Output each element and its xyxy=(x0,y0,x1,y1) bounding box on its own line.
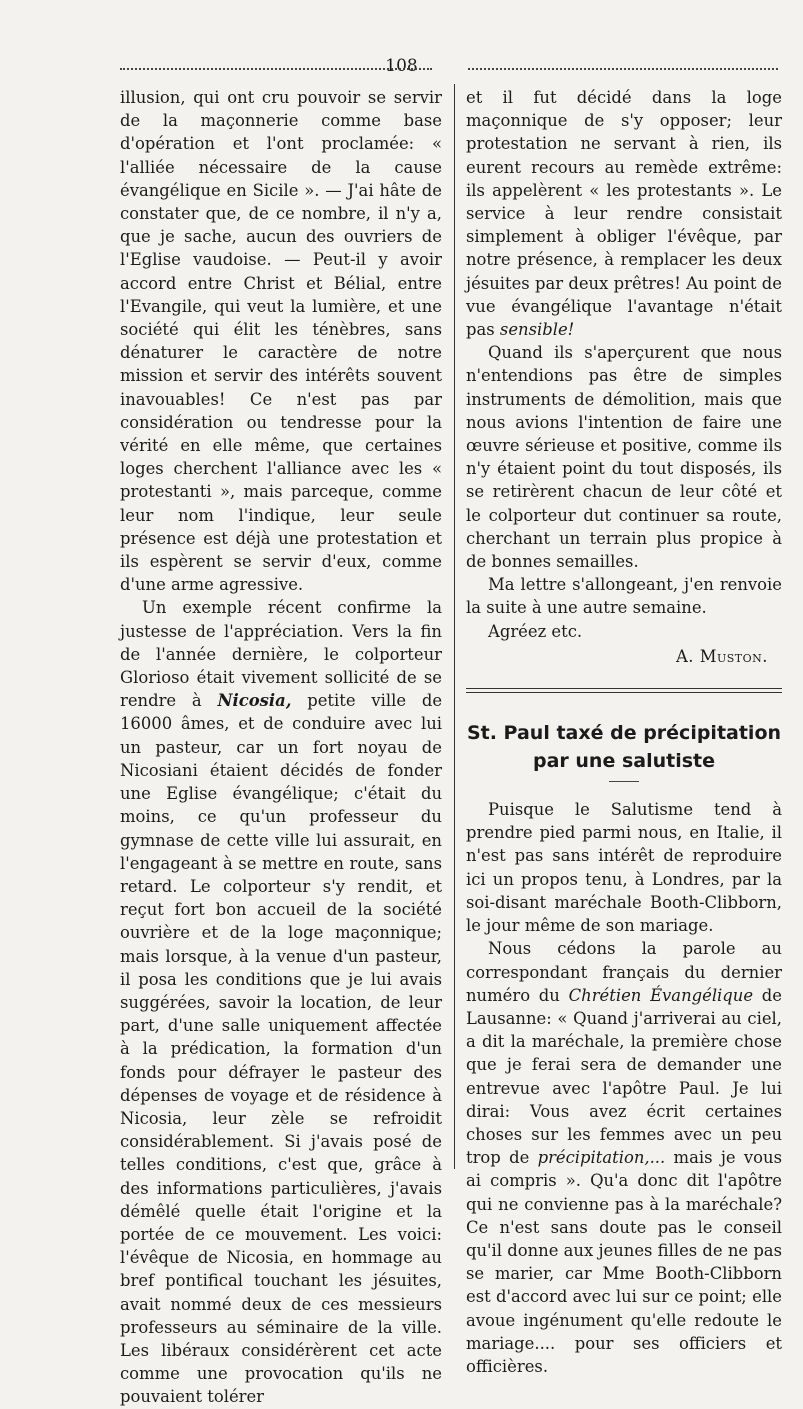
column-divider xyxy=(454,84,455,1169)
header-rule-right xyxy=(468,68,778,70)
paragraph-text: et il fut décidé dans la loge maçonnique de s'y opposer; leur protestation ne servant à rien, ils eurent recours au remède extrême: ils appelèrent « les protestants ». Le service à leur rendre consistait simplement à obliger l'évêque, par notre présence, à remplacer les deux jésuites par deux prêtres! Au point de vue évangélique l'avantage n'était pas xyxy=(466,88,782,340)
paragraph xyxy=(466,86,782,341)
article-title: St. Paul taxé de précipitation xyxy=(466,722,782,745)
paragraph xyxy=(120,596,442,1408)
paragraph-text: de Lausanne: « Quand j'arriverai au ciel, a dit la maréchale, la première chose que je ferai sera de demander une entrevue avec l'apôtre Paul. Je lui dirai: Vous avez écrit certaines choses sur les femmes avec un peu trop de xyxy=(466,985,782,1168)
paragraph: Quand ils s'aperçurent que nous n'entendions pas être de simples instruments de démolition, mais que nous avions l'intention de faire une œuvre sérieuse et positive, comme ils n'y étaient point du tout disposés, ils se retirèrent chacun de leur côté et le colporteur dut continuer sa route, cherchant un terrain plus propice à de bonnes semailles. xyxy=(466,343,782,572)
paragraph: illusion, qui ont cru pouvoir se servir de la maçonnerie comme base d'opération et l'ont proclamée: « l'alliée nécessaire de la cause évangélique en Sicile ». — J'ai hâte de constater que, de ce nombre, il n'y a, que je sache, aucun des ouvriers de l'Eglise vaudoise. — Peut-il y avoir accord entre Christ et Bélial, entre l'Evangile, qui veut la lumière, et une société qui élit les ténèbres, sans dénaturer le caractère de notre mission et servir des intérêts souvent inavouables! Ce n'est pas par considération ou tendresse pour la vérité en elle même, que certaines loges cherchent l'alliance avec les « protestanti », mais parceque, comme leur nom l'indique, leur seule présence est déjà une protestation et ils espèrent se servir d'eux, comme d'une arme agressive. xyxy=(120,88,442,595)
emphasis: sensible! xyxy=(499,320,575,340)
page-number: 108 xyxy=(385,56,418,76)
title-rule xyxy=(609,781,639,782)
emphasis: précipitation,... xyxy=(537,1148,666,1168)
article-subtitle: par une salutiste xyxy=(532,750,715,773)
paragraph-text: Un exemple récent confirme la justesse de l'appréciation. Vers la fin de l'année dernière, le colporteur Glorioso était vivement sollicité de se rendre à xyxy=(120,598,442,711)
place-name: Nicosia, xyxy=(217,691,292,711)
signature: A. Muston. xyxy=(675,646,768,666)
paragraph-text: mais je vous ai compris ». Qu'a donc dit l'apôtre qui ne convienne pas à la maréchale? Ce n'est sans doute pas le conseil qu'il donne aux jeunes filles de ne pas se marier, car Mme Booth-Clibborn est d'accord avec lui sur ce point; elle avoue ingénument qu'elle redoute le mariage.... pour ses officiers et officières. xyxy=(466,1148,782,1376)
closing: Agréez etc. xyxy=(488,621,583,641)
left-column xyxy=(120,86,442,1409)
right-column xyxy=(466,86,782,1378)
section-separator xyxy=(466,688,782,693)
paragraph: Puisque le Salutisme tend à prendre pied parmi nous, en Italie, il n'est pas sans intérêt de reproduire ici un propos tenu, à Londres, par la soi-disant maréchale Booth-Clibborn, le jour même de son mariage. xyxy=(466,800,782,936)
paragraph xyxy=(466,937,782,1378)
paragraph-text: petite ville de 16000 âmes, et de conduire avec lui un pasteur, car un fort noyau de Nicosiani étaient décidés de fonder une Eglise évangélique; c'était du moins, ce qu'un professeur du gymnase de cette ville lui assurait, en l'engageant à se mettre en route, sans retard. Le colporteur s'y rendit, et reçut fort bon accueil de la société ouvrière et de la loge maçonnique; mais lorsque, à la venue d'un pasteur, il posa les conditions que je lui avais suggérées, savoir la location, de leur part, d'une salle uniquement affectée à la prédication, la formation d'un fonds pour défrayer le pasteur des dépenses de voyage et de résidence à Nicosia, leur zèle se refroidit considérablement. Si j'avais posé de telles conditions, c'est que, grâce à des informations particulières, j'avais démêlé quelle était l'origine et la portée de ce mouvement. Les voici: l'évêque de Nicosia, en hommage au bref pontifical touchant les jésuites, avait nommé deux de ces messieurs professeurs au séminaire de la ville. Les libéraux considérèrent cet acte comme une provocation qu'ils ne pouvaient tolérer xyxy=(120,691,443,1407)
paragraph-text: Nous cédons la parole au correspondant français du dernier numéro du xyxy=(466,939,782,1005)
header-rule-left xyxy=(120,68,432,70)
publication-name: Chrétien Évangélique xyxy=(568,985,754,1005)
paragraph: Ma lettre s'allongeant, j'en renvoie la suite à une autre semaine. xyxy=(466,575,782,618)
